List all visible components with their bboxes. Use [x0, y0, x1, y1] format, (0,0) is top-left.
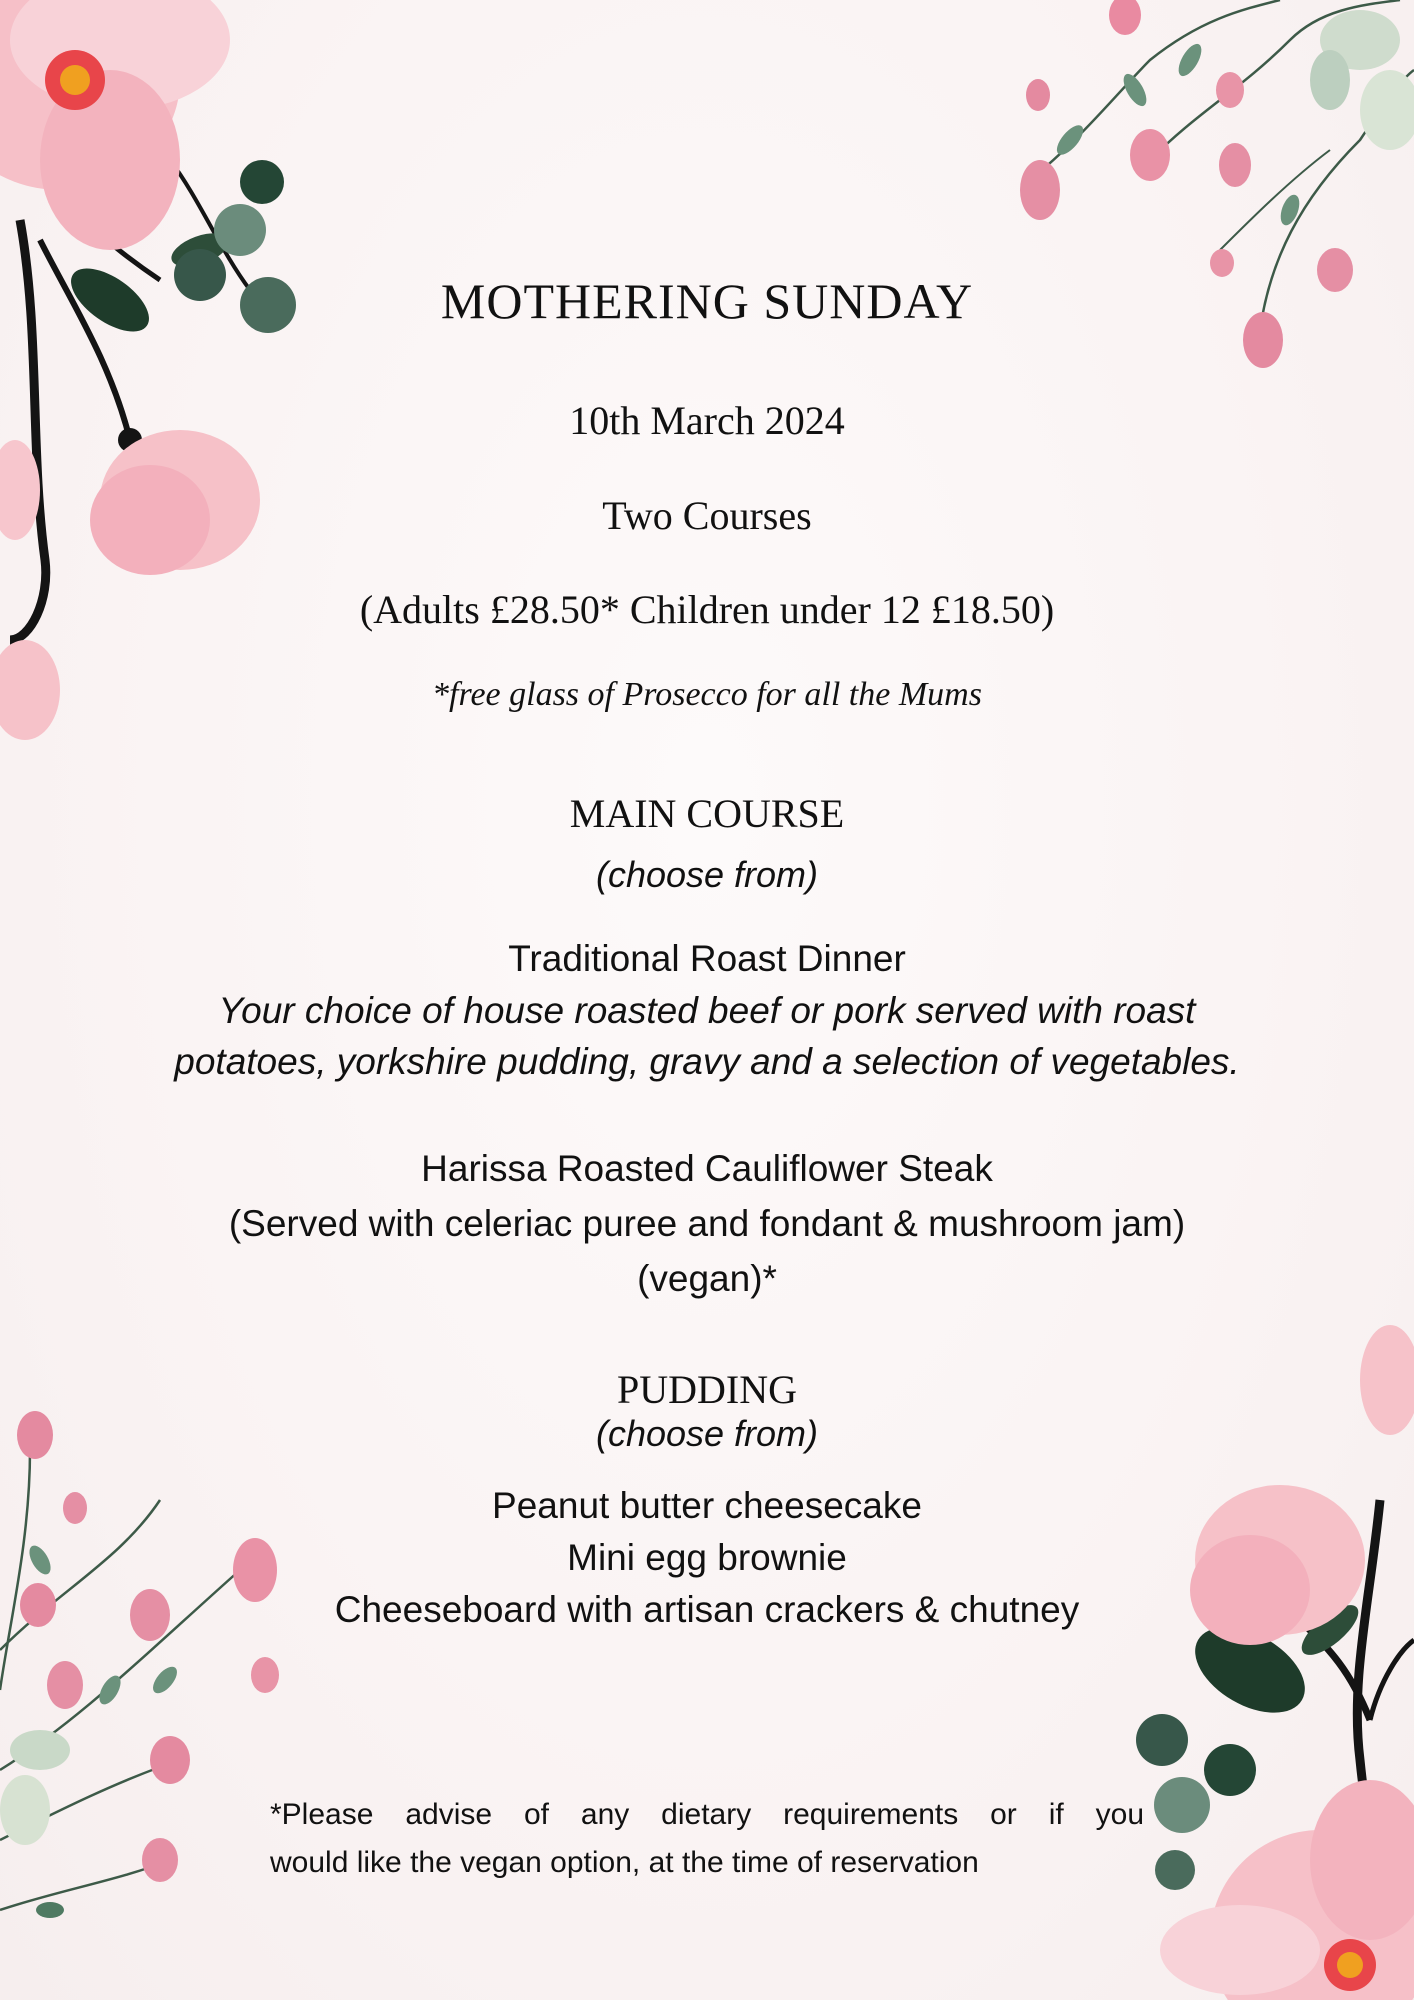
- main-item-cauliflower-desc-line1: (Served with celeriac puree and fondant & mushroom jam): [228, 1203, 1186, 1244]
- floral-bottom-left-icon: [0, 1390, 300, 1950]
- main-item-roast-name: Traditional Roast Dinner: [508, 938, 906, 979]
- prosecco-note: *free glass of Prosecco for all the Mums: [432, 676, 982, 713]
- dietary-note-line1: *Please advise of any dietary requirements or if you: [270, 1798, 1144, 1831]
- main-course-choose: (choose from): [595, 854, 819, 895]
- event-date: 10th March 2024: [569, 398, 845, 443]
- pudding-item: Peanut butter cheesecake: [492, 1485, 922, 1526]
- main-item-roast-desc-line2: potatoes, yorkshire pudding, gravy and a selection of vegetables.: [174, 1041, 1240, 1082]
- main-item-roast-desc-line1: Your choice of house roasted beef or pork served with roast: [218, 990, 1196, 1031]
- pudding-item: Cheeseboard with artisan crackers & chutney: [334, 1589, 1080, 1630]
- floral-top-left-icon: [0, 0, 310, 760]
- pudding-choose: (choose from): [595, 1413, 819, 1454]
- courses-label: Two Courses: [602, 493, 812, 538]
- pudding-heading: PUDDING: [617, 1367, 797, 1412]
- main-item-cauliflower-desc-line2: (vegan)*: [637, 1258, 777, 1299]
- page-title: MOTHERING SUNDAY: [440, 273, 974, 329]
- pudding-item: Mini egg brownie: [567, 1537, 847, 1578]
- main-item-cauliflower-name: Harissa Roasted Cauliflower Steak: [421, 1148, 993, 1189]
- dietary-note-line2: would like the vegan option, at the time of reservation: [270, 1846, 979, 1879]
- price-info: (Adults £28.50* Children under 12 £18.50): [359, 587, 1055, 632]
- main-course-heading: MAIN COURSE: [569, 791, 845, 836]
